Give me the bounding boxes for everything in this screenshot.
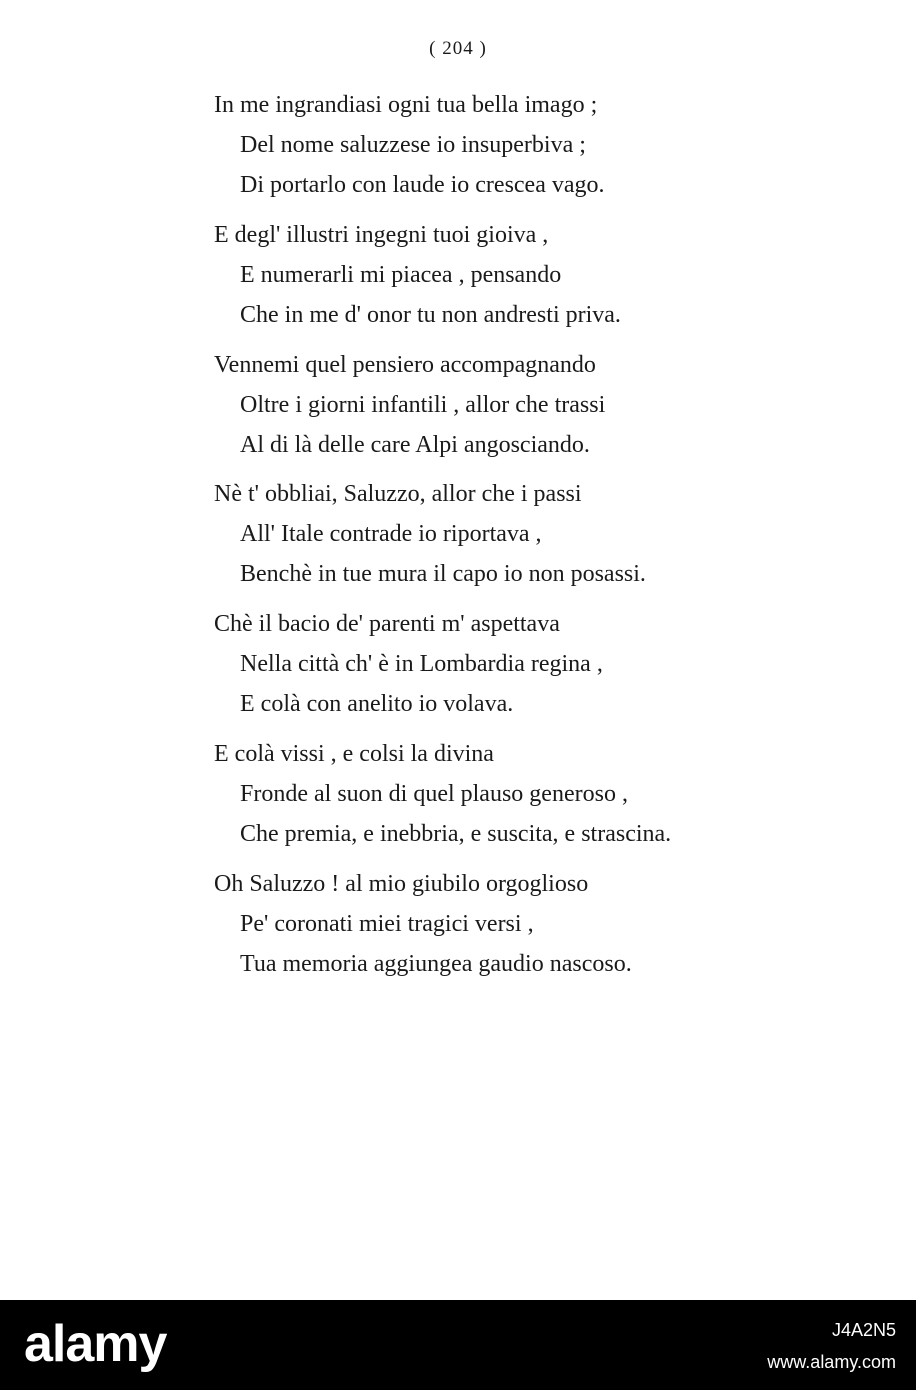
verse-line: Pe' coronati miei tragici versi , xyxy=(240,911,534,937)
verse-line: Oh Saluzzo ! al mio giubilo orgoglioso xyxy=(214,871,589,897)
verse-line: Di portarlo con laude io crescea vago. xyxy=(240,172,605,198)
image-id: J4A2N5 xyxy=(831,1320,896,1340)
page-number: ( 204 ) xyxy=(429,38,487,59)
verse-line: Che premia, e inebbria, e suscita, e strascina. xyxy=(240,821,672,847)
verse-line: E colà con anelito io volava. xyxy=(240,691,514,717)
verse-line: Benchè in tue mura il capo io non posassi. xyxy=(240,561,646,587)
alamy-logo: alamy xyxy=(24,1315,167,1373)
verse-line: Del nome saluzzese io insuperbiva ; xyxy=(240,132,586,158)
verse-line: Nè t' obbliai, Saluzzo, allor che i passi xyxy=(214,481,582,507)
verse-line: Chè il bacio de' parenti m' aspettava xyxy=(214,611,560,637)
verse-line: E colà vissi , e colsi la divina xyxy=(214,741,494,767)
verse-line: Fronde al suon di quel plauso generoso , xyxy=(240,781,628,807)
verse-line: All' Itale contrade io riportava , xyxy=(240,521,542,547)
verse-line: Vennemi quel pensiero accompagnando xyxy=(214,352,596,378)
footer-url: www.alamy.com xyxy=(767,1352,896,1372)
verse-line: E degl' illustri ingegni tuoi gioiva , xyxy=(214,222,549,248)
verse-line: In me ingrandiasi ogni tua bella imago ; xyxy=(214,92,598,118)
verse-line: Al di là delle care Alpi angosciando. xyxy=(240,432,590,458)
verse-line: Nella città ch' è in Lombardia regina , xyxy=(240,651,603,677)
verse-line: Che in me d' onor tu non andresti priva. xyxy=(240,302,621,328)
verse-line: Tua memoria aggiungea gaudio nascoso. xyxy=(240,951,632,977)
watermark-footer xyxy=(0,1300,916,1390)
verse-line: Oltre i giorni infantili , allor che trassi xyxy=(240,392,606,418)
verse-line: E numerarli mi piacea , pensando xyxy=(240,262,562,288)
